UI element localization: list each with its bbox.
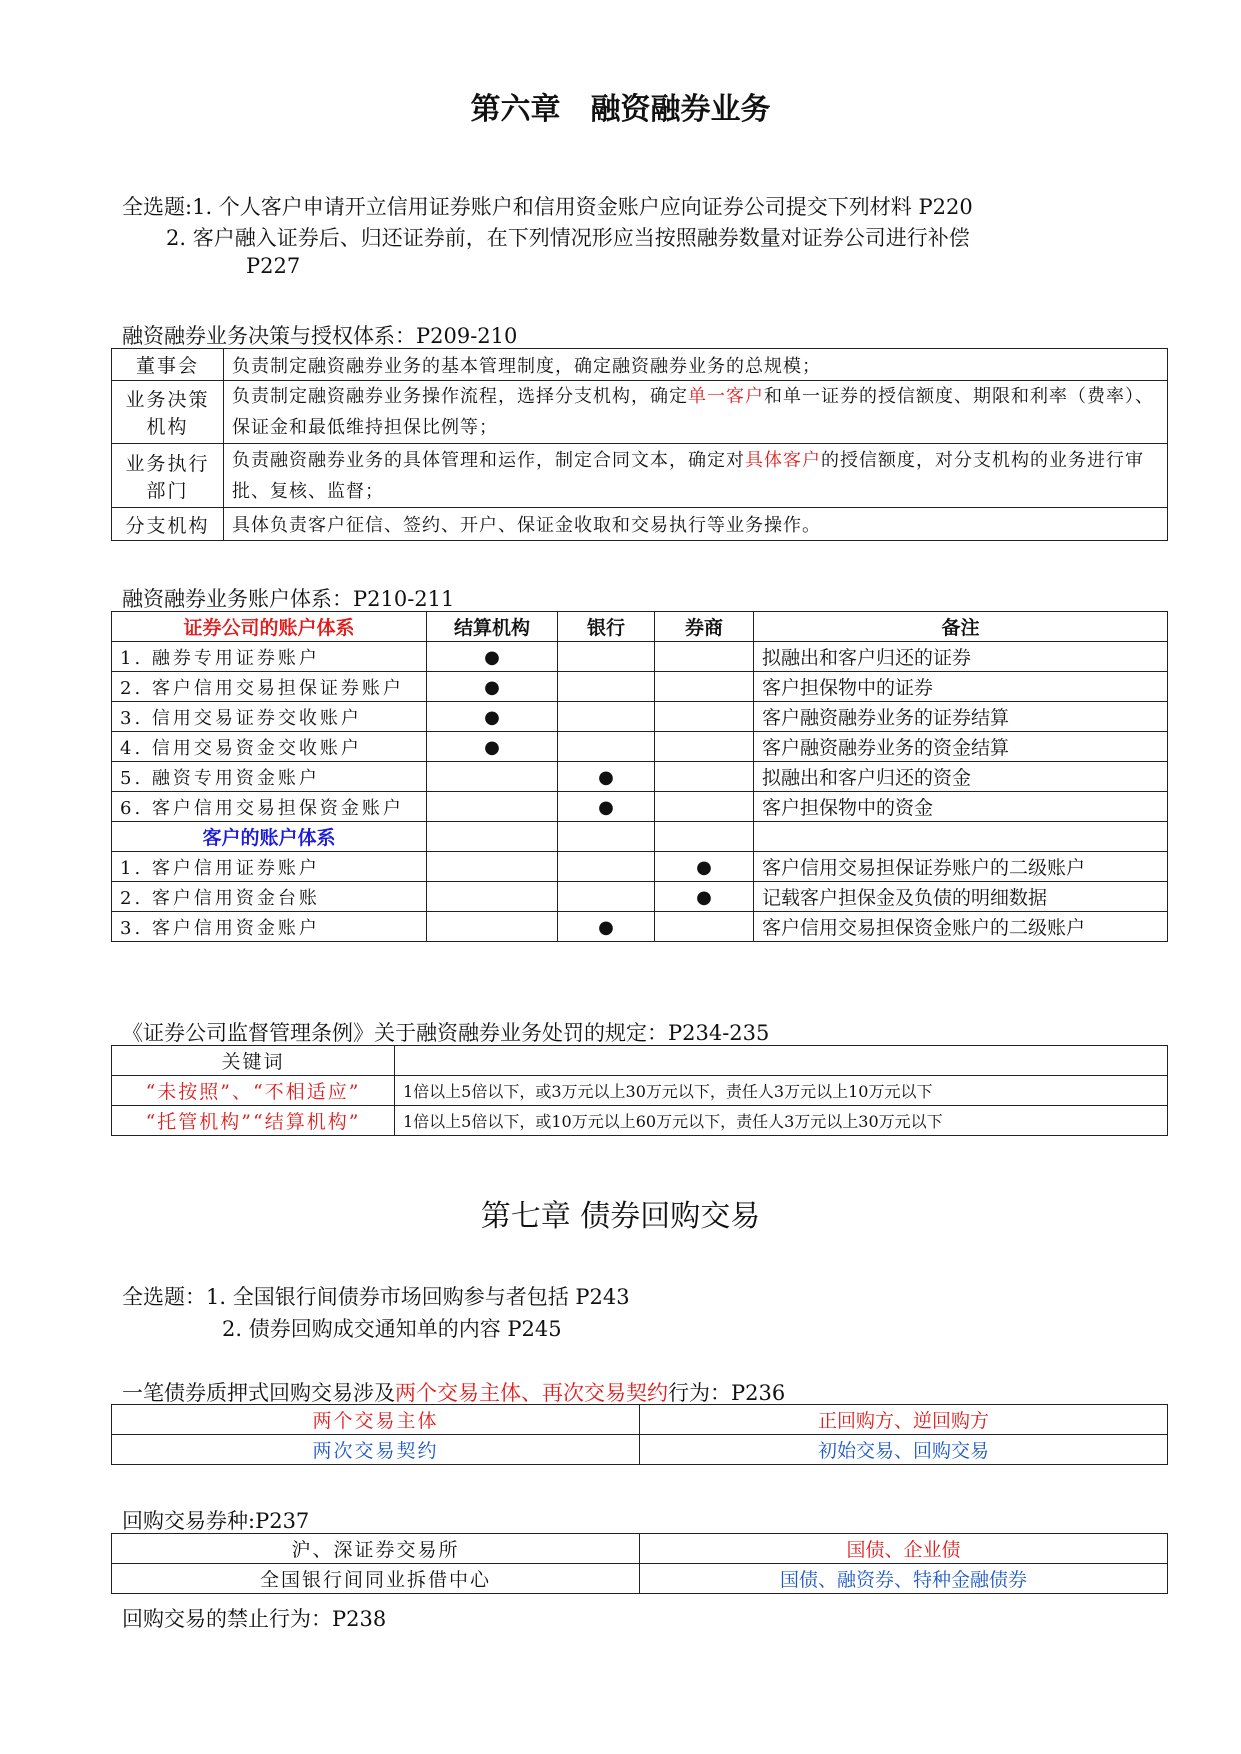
- account-marker-cell: [655, 792, 754, 822]
- ch7-question-1-text: 1. 全国银行间债券市场回购参与者包括 P243: [206, 1285, 630, 1309]
- account-note: 拟融出和客户归还的资金: [754, 762, 1168, 792]
- penalty-keyword: “未按照”、“不相适应”: [112, 1076, 395, 1106]
- table-row: [112, 762, 1168, 792]
- table-row: [112, 1564, 1168, 1594]
- account-marker-cell: [558, 672, 655, 702]
- account-marker-cell: [427, 642, 558, 672]
- table-row: [112, 792, 1168, 822]
- auth-desc-highlight: 单一客户: [688, 386, 764, 407]
- bullet-marker: ●: [598, 796, 614, 818]
- ch6-question-1-text: 1. 个人客户申请开立信用证券账户和信用资金账户应向证券公司提交下列材料 P220: [192, 195, 973, 219]
- account-marker-cell: [558, 912, 655, 942]
- repo-types-table: [111, 1533, 1168, 1594]
- client-accounts-body: [112, 852, 1168, 942]
- auth-desc: [224, 381, 1168, 444]
- table-row: [112, 1435, 1168, 1465]
- account-name: 3. 客户信用资金账户: [112, 912, 427, 942]
- auth-key-line-2: 部门: [146, 479, 189, 502]
- account-marker-cell: [427, 672, 558, 702]
- table-row: [112, 1106, 1168, 1136]
- account-marker-cell: [655, 672, 754, 702]
- pledge-right: 正回购方、逆回购方: [640, 1405, 1168, 1435]
- table-row: [112, 349, 1168, 381]
- table-header-row: [112, 612, 1168, 642]
- bullet-marker: ●: [484, 646, 500, 668]
- account-note: 记载客户担保金及负债的明细数据: [754, 882, 1168, 912]
- chapter7-title: 第七章 债券回购交易: [480, 1199, 761, 1234]
- bullet-marker: ●: [598, 766, 614, 788]
- account-note: 拟融出和客户归还的证券: [754, 642, 1168, 672]
- ch6-question-2: 2. 客户融入证券后、归还证券前，在下列情况形应当按照融券数量对证券公司进行补偿: [166, 226, 970, 250]
- bullet-marker: ●: [484, 676, 500, 698]
- account-name: 5. 融资专用资金账户: [112, 762, 427, 792]
- account-name: 1. 融券专用证券账户: [112, 642, 427, 672]
- auth-desc-text: 的授信额度，对分支机构的业务进行审批、复核、监督；: [232, 449, 1144, 502]
- repo-types-heading: 回购交易券种:P237: [122, 1509, 310, 1533]
- auth-key-line-1: 业务执行: [125, 452, 210, 475]
- auth-desc: [224, 444, 1168, 508]
- bullet-marker: ●: [484, 706, 500, 728]
- header-company-accounts: 证券公司的账户体系: [112, 612, 427, 642]
- table-row: [112, 381, 1168, 444]
- auth-desc-text: 负责制定融资融券业务操作流程，选择分支机构，确定: [232, 386, 688, 407]
- table-header-row: [112, 1046, 1168, 1076]
- bullet-marker: ●: [598, 916, 614, 938]
- ch7-question-1: [122, 1281, 630, 1311]
- account-note: 客户融资融券业务的资金结算: [754, 732, 1168, 762]
- auth-system-heading: 融资融券业务决策与授权体系：P209-210: [122, 324, 518, 348]
- table-row: [112, 882, 1168, 912]
- auth-desc-text: 和单一证券的授信额度、期限和利率（费率）、保证金和最低维持担保比例等；: [232, 386, 1154, 438]
- table-cell: [655, 822, 754, 852]
- pledge-heading-text: 一笔债券质押式回购交易涉及: [122, 1381, 395, 1405]
- account-marker-cell: [655, 882, 754, 912]
- account-marker-cell: [655, 732, 754, 762]
- auth-desc: 负责制定融资融券业务的基本管理制度，确定融资融券业务的总规模；: [224, 349, 1168, 381]
- table-cell: [395, 1046, 1168, 1076]
- types-right: 国债、企业债: [640, 1534, 1168, 1564]
- table-row: [112, 1076, 1168, 1106]
- table-cell: [754, 822, 1168, 852]
- penalty-table: [111, 1045, 1168, 1136]
- account-marker-cell: [655, 852, 754, 882]
- types-right: 国债、融资券、特种金融债券: [640, 1564, 1168, 1594]
- ch6-question-prefix: 全选题:: [122, 195, 193, 219]
- account-name: 1. 客户信用证券账户: [112, 852, 427, 882]
- table-row: [112, 1534, 1168, 1564]
- account-marker-cell: [427, 882, 558, 912]
- header-client-accounts: 客户的账户体系: [112, 822, 427, 852]
- account-marker-cell: [655, 642, 754, 672]
- account-note: 客户信用交易担保证券账户的二级账户: [754, 852, 1168, 882]
- account-marker-cell: [427, 732, 558, 762]
- company-accounts-body: [112, 642, 1168, 822]
- table-row: [112, 672, 1168, 702]
- table-row: [112, 702, 1168, 732]
- pledge-left: 两个交易主体: [112, 1405, 640, 1435]
- auth-system-table: [111, 348, 1168, 541]
- account-system-heading: 融资融券业务账户体系：P210-211: [122, 587, 455, 611]
- auth-key-line-1: 业务决策: [125, 389, 210, 411]
- auth-desc-highlight: 具体客户: [745, 449, 821, 471]
- table-row: [112, 508, 1168, 541]
- table-row: [112, 642, 1168, 672]
- account-marker-cell: [558, 852, 655, 882]
- account-marker-cell: [558, 702, 655, 732]
- table-cell: [558, 822, 655, 852]
- account-marker-cell: [558, 732, 655, 762]
- account-marker-cell: [655, 702, 754, 732]
- account-name: 6. 客户信用交易担保资金账户: [112, 792, 427, 822]
- account-marker-cell: [427, 762, 558, 792]
- account-system-table: [111, 611, 1168, 942]
- account-name: 2. 客户信用交易担保证券账户: [112, 672, 427, 702]
- header-notes: 备注: [754, 612, 1168, 642]
- bullet-marker: ●: [696, 856, 712, 878]
- account-note: 客户融资融券业务的证券结算: [754, 702, 1168, 732]
- account-note: 客户担保物中的资金: [754, 792, 1168, 822]
- pledge-repo-table: [111, 1404, 1168, 1465]
- account-marker-cell: [558, 882, 655, 912]
- auth-key: 董事会: [112, 349, 224, 381]
- table-row: [112, 444, 1168, 508]
- table-cell: [427, 822, 558, 852]
- auth-desc: 具体负责客户征信、签约、开户、保证金收取和交易执行等业务操作。: [224, 508, 1168, 541]
- pledge-right: 初始交易、回购交易: [640, 1435, 1168, 1465]
- account-marker-cell: [558, 792, 655, 822]
- pledge-repo-heading: [122, 1377, 785, 1407]
- header-bank: 银行: [558, 612, 655, 642]
- auth-key: [112, 444, 224, 508]
- pledge-left: 两次交易契约: [112, 1435, 640, 1465]
- account-marker-cell: [558, 642, 655, 672]
- pledge-heading-text: 行为：P236: [668, 1381, 786, 1405]
- table-row: [112, 912, 1168, 942]
- bullet-marker: ●: [484, 736, 500, 758]
- account-name: 3. 信用交易证券交收账户: [112, 702, 427, 732]
- table-row: [112, 1405, 1168, 1435]
- pledge-heading-highlight: 两个交易主体、再次交易契约: [395, 1381, 668, 1405]
- header-broker: 券商: [655, 612, 754, 642]
- account-marker-cell: [427, 792, 558, 822]
- repo-ban-heading: 回购交易的禁止行为：P238: [122, 1607, 387, 1631]
- auth-key: [112, 381, 224, 444]
- header-clearing: 结算机构: [427, 612, 558, 642]
- types-left: 全国银行间同业拆借中心: [112, 1564, 640, 1594]
- auth-key-line-2: 机构: [146, 416, 189, 438]
- table-row: [112, 852, 1168, 882]
- ch6-question-2-page: P227: [246, 254, 301, 278]
- account-name: 2. 客户信用资金台账: [112, 882, 427, 912]
- penalty-text: 1倍以上5倍以下，或10万元以上60万元以下，责任人3万元以上30万元以下: [395, 1106, 1168, 1136]
- bullet-marker: ●: [696, 886, 712, 908]
- types-left: 沪、深证券交易所: [112, 1534, 640, 1564]
- account-marker-cell: [427, 912, 558, 942]
- ch7-question-prefix: 全选题：: [122, 1285, 206, 1309]
- ch7-question-2: 2. 债券回购成交通知单的内容 P245: [222, 1317, 562, 1341]
- auth-key: 分支机构: [112, 508, 224, 541]
- penalty-header-keyword: 关键词: [112, 1046, 395, 1076]
- penalty-text: 1倍以上5倍以下，或3万元以上30万元以下，责任人3万元以上10万元以下: [395, 1076, 1168, 1106]
- chapter6-title: 第六章 融资融券业务: [470, 92, 771, 127]
- account-marker-cell: [427, 852, 558, 882]
- account-marker-cell: [655, 912, 754, 942]
- penalty-heading: 《证券公司监督管理条例》关于融资融券业务处罚的规定：P234-235: [122, 1021, 770, 1045]
- account-note: 客户担保物中的证券: [754, 672, 1168, 702]
- penalty-keyword: “托管机构”“结算机构”: [112, 1106, 395, 1136]
- auth-desc-text: 负责融资融券业务的具体管理和运作，制定合同文本，确定对: [232, 449, 745, 471]
- ch6-question-1: [122, 191, 973, 221]
- account-name: 4. 信用交易资金交收账户: [112, 732, 427, 762]
- table-section-row: [112, 822, 1168, 852]
- account-marker-cell: [558, 762, 655, 792]
- table-row: [112, 732, 1168, 762]
- account-note: 客户信用交易担保资金账户的二级账户: [754, 912, 1168, 942]
- account-marker-cell: [427, 702, 558, 732]
- account-marker-cell: [655, 762, 754, 792]
